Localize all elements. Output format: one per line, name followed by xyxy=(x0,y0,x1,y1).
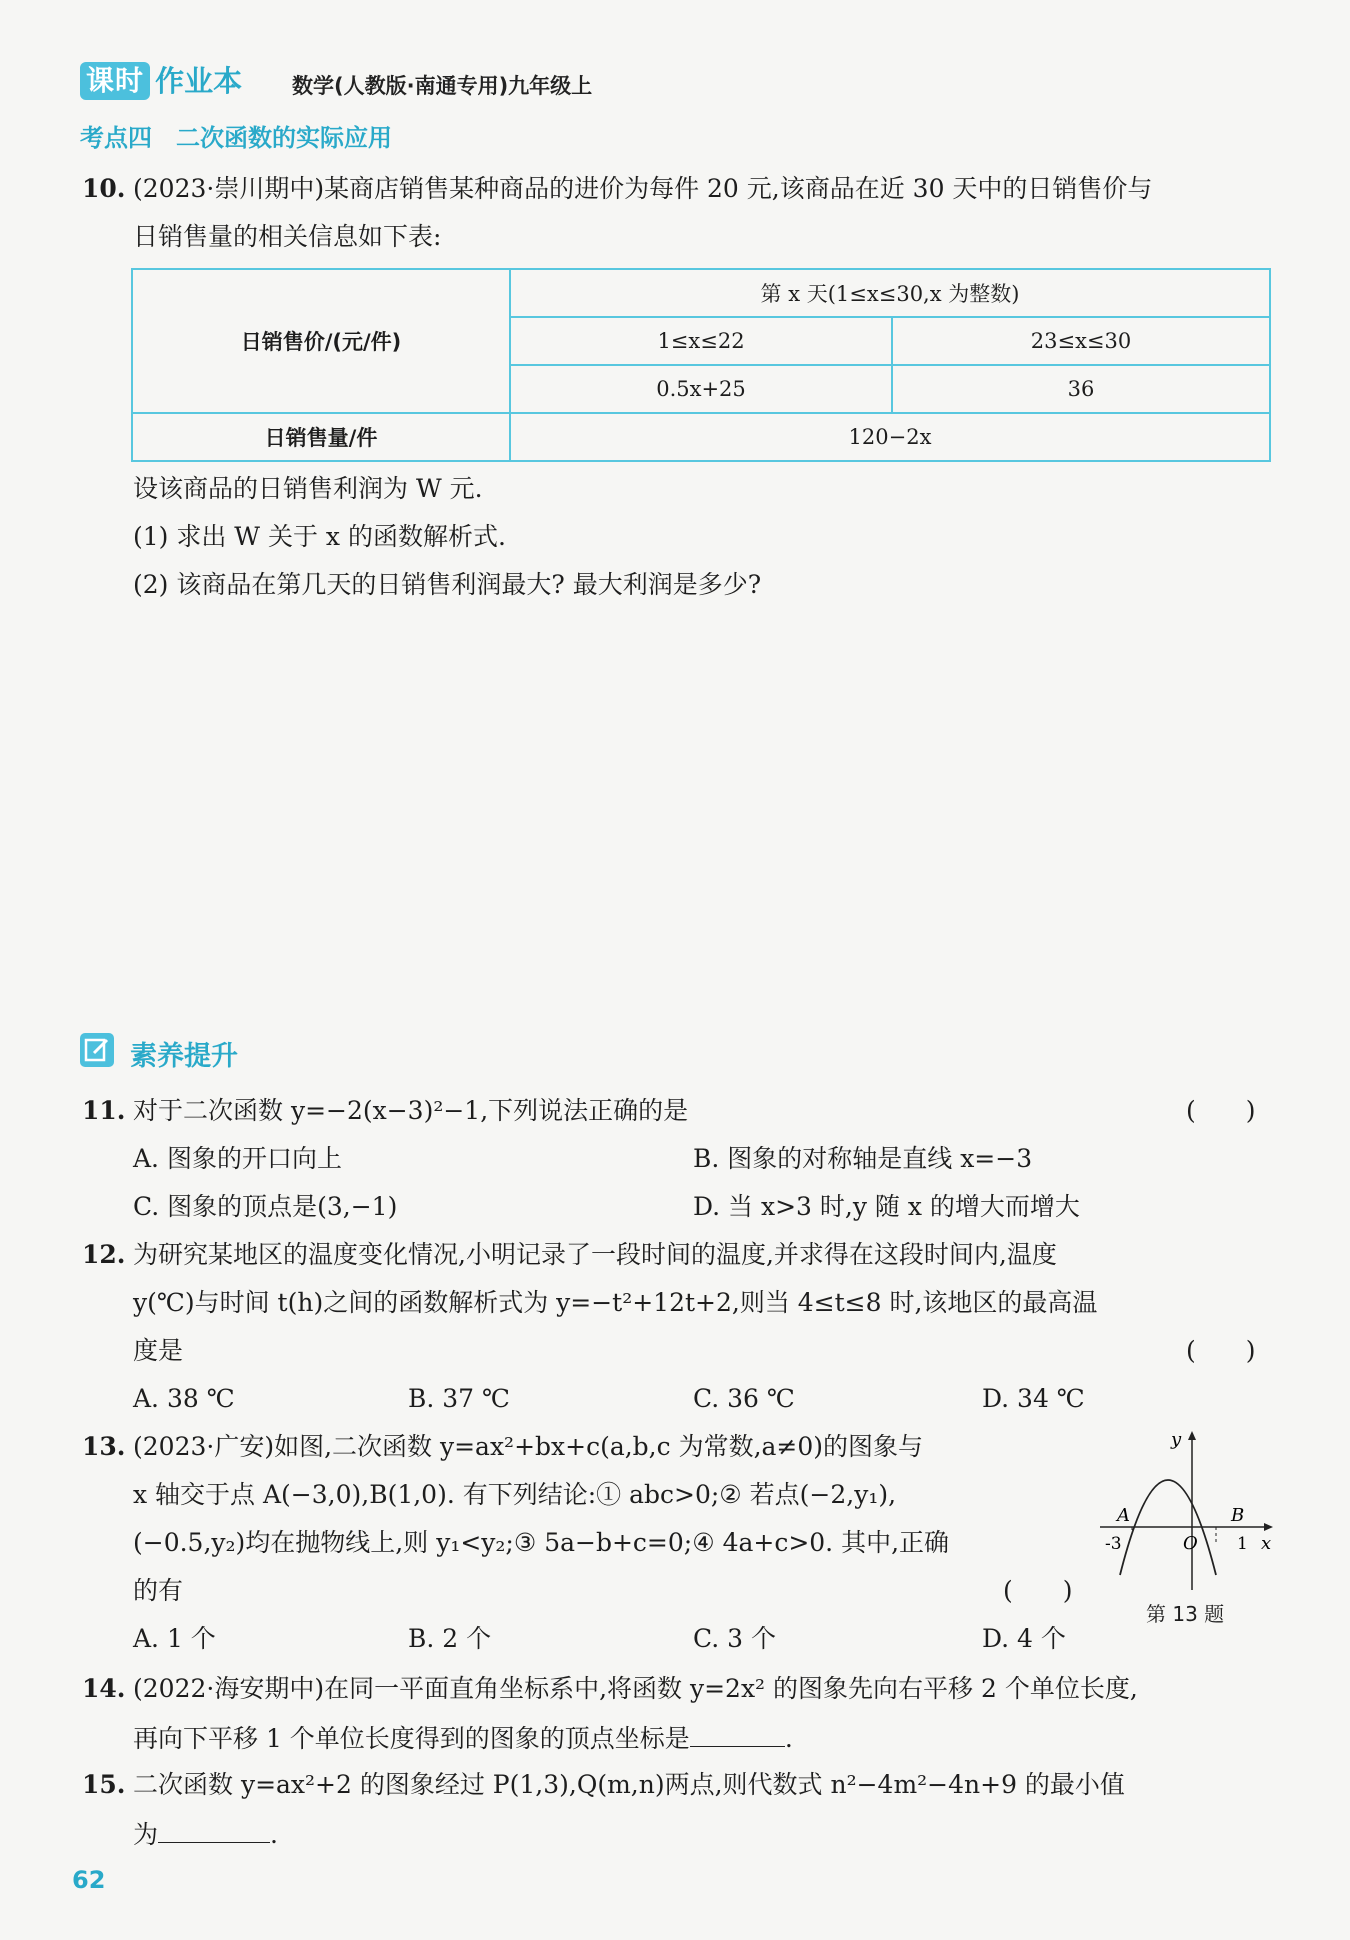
question-text: x 轴交于点 A(−3,0),B(1,0). 有下列结论:① abc>0;② 若点(−2,y₁), xyxy=(133,1480,897,1509)
section-icon xyxy=(80,1033,114,1067)
question-text-segment: 为 xyxy=(133,1820,159,1849)
question-number: 12. xyxy=(82,1240,126,1269)
price-table xyxy=(131,268,1271,462)
question-text xyxy=(133,1816,278,1852)
book-logo xyxy=(80,62,242,102)
question-number: 11. xyxy=(82,1096,126,1125)
figure-caption: 第 13 题 xyxy=(1146,1602,1225,1626)
question-text: (2022·海安期中)在同一平面直角坐标系中,将函数 y=2x² 的图象先向右平移 2 个单位长度, xyxy=(133,1674,1138,1703)
question-text: y(℃)与时间 t(h)之间的函数解析式为 y=−t²+12t+2,则当 4≤t≤8 时,该地区的最高温 xyxy=(133,1288,1098,1317)
parabola-figure xyxy=(1095,1425,1280,1595)
option-c: C. 图象的顶点是(3,−1) xyxy=(133,1192,398,1221)
option-a: A. 图象的开口向上 xyxy=(133,1144,342,1173)
section-heading: 考点四 二次函数的实际应用 xyxy=(80,124,392,152)
question-text: (2023·崇川期中)某商店销售某种商品的进价为每件 20 元,该商品在近 30 天中的日销售价与 xyxy=(133,174,1153,203)
logo-box: 课时 xyxy=(80,62,150,100)
page-number: 62 xyxy=(72,1866,106,1894)
question-text: 的有 xyxy=(133,1576,184,1605)
origin-label: O xyxy=(1183,1533,1198,1554)
question-text: 设该商品的日销售利润为 W 元. xyxy=(133,474,483,503)
question-number: 14. xyxy=(82,1674,126,1703)
point-b-label: B xyxy=(1231,1505,1245,1526)
table-label-price: 日销售价/(元/件) xyxy=(132,269,510,413)
question-part: (1) 求出 W 关于 x 的函数解析式. xyxy=(133,522,506,551)
question-text-segment: 再向下平移 1 个单位长度得到的图象的顶点坐标是 xyxy=(133,1724,690,1753)
table-cell: 0.5x+25 xyxy=(510,365,892,413)
option-c: C. 36 ℃ xyxy=(693,1384,795,1413)
book-subject: 数学(人教版·南通专用)九年级上 xyxy=(292,74,593,98)
question-text: 二次函数 y=ax²+2 的图象经过 P(1,3),Q(m,n)两点,则代数式 n²−4m²−4n+9 的最小值 xyxy=(133,1770,1125,1799)
x-axis-arrow xyxy=(1264,1523,1273,1531)
question-part: (2) 该商品在第几天的日销售利润最大? 最大利润是多少? xyxy=(133,570,762,599)
option-b: B. 图象的对称轴是直线 x=−3 xyxy=(693,1144,1033,1173)
point-a-label: A xyxy=(1117,1505,1130,1526)
sentence-end: . xyxy=(270,1820,278,1849)
option-d: D. 4 个 xyxy=(982,1624,1066,1653)
answer-bracket: ( ) xyxy=(1003,1576,1073,1605)
question-text: 为研究某地区的温度变化情况,小明记录了一段时间的温度,并求得在这段时间内,温度 xyxy=(133,1240,1057,1269)
y-axis-arrow xyxy=(1188,1431,1196,1440)
option-a: A. 1 个 xyxy=(133,1624,216,1653)
question-text: 对于二次函数 y=−2(x−3)²−1,下列说法正确的是 xyxy=(133,1096,689,1125)
table-cell: 1≤x≤22 xyxy=(510,317,892,365)
question-text: 度是 xyxy=(133,1336,184,1365)
section-title: 素养提升 xyxy=(130,1041,238,1072)
table-cell: 23≤x≤30 xyxy=(892,317,1270,365)
x-label: x xyxy=(1261,1533,1272,1554)
answer-blank[interactable] xyxy=(158,1816,270,1843)
sentence-end: . xyxy=(784,1724,793,1753)
option-b: B. 2 个 xyxy=(408,1624,492,1653)
question-text: (−0.5,y₂)均在抛物线上,则 y₁<y₂;③ 5a−b+c=0;④ 4a+c>0. 其中,正确 xyxy=(133,1528,950,1557)
table-cell: 120−2x xyxy=(510,413,1270,461)
option-c: C. 3 个 xyxy=(693,1624,776,1653)
question-number: 13. xyxy=(82,1432,126,1461)
tick-right: 1 xyxy=(1237,1534,1248,1554)
table-header-span: 第 x 天(1≤x≤30,x 为整数) xyxy=(510,269,1270,317)
logo-text: 作业本 xyxy=(155,64,243,98)
question-text xyxy=(133,1720,793,1756)
table-cell: 36 xyxy=(892,365,1270,413)
option-d: D. 当 x>3 时,y 随 x 的增大而增大 xyxy=(693,1192,1080,1221)
option-b: B. 37 ℃ xyxy=(408,1384,510,1413)
answer-blank[interactable] xyxy=(690,1720,785,1747)
question-text: 日销售量的相关信息如下表: xyxy=(133,222,442,251)
answer-bracket: ( ) xyxy=(1186,1336,1256,1365)
option-d: D. 34 ℃ xyxy=(982,1384,1085,1413)
tick-left: -3 xyxy=(1105,1534,1122,1554)
question-number: 10. xyxy=(82,174,126,203)
y-label: y xyxy=(1171,1429,1182,1450)
table-label-quantity: 日销售量/件 xyxy=(132,413,510,461)
option-a: A. 38 ℃ xyxy=(133,1384,235,1413)
answer-bracket: ( ) xyxy=(1186,1096,1256,1125)
question-text: (2023·广安)如图,二次函数 y=ax²+bx+c(a,b,c 为常数,a≠0)的图象与 xyxy=(133,1432,924,1461)
question-number: 15. xyxy=(82,1770,126,1799)
